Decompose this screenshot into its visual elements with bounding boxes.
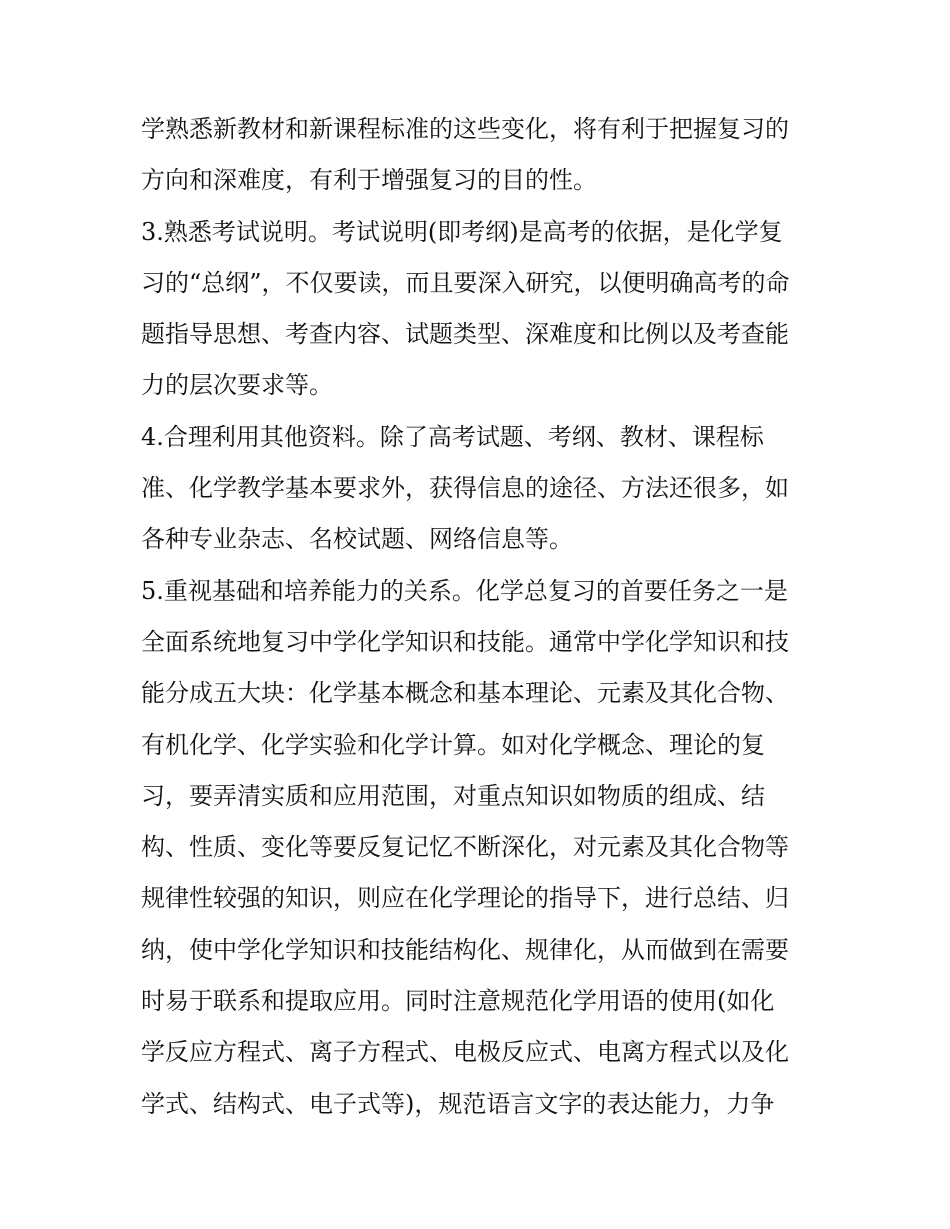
text-line: 各种专业杂志、名校试题、网络信息等。: [141, 525, 573, 554]
text-line: 4.合理利用其他资料。除了高考试题、考纲、教材、课程标: [141, 422, 764, 451]
text-line: 学反应方程式、离子方程式、电极反应式、电离方程式以及化: [141, 1038, 789, 1067]
text-line: 规律性较强的知识，则应在化学理论的指导下，进行总结、归: [141, 884, 789, 913]
text-line: 习的“总纲”，不仅要读，而且要深入研究，以便明确高考的命: [141, 268, 790, 297]
text-line: 时易于联系和提取应用。同时注意规范化学用语的使用(如化: [141, 987, 775, 1016]
text-line: 全面系统地复习中学化学知识和技能。通常中学化学知识和技: [141, 627, 789, 656]
document-body: [141, 104, 821, 1130]
text-line: 有机化学、化学实验和化学计算。如对化学概念、理论的复: [141, 730, 765, 759]
text-line: 力的层次要求等。: [141, 371, 333, 400]
text-line: 学式、结构式、电子式等)，规范语言文字的表达能力，力争: [141, 1089, 775, 1118]
text-line: 题指导思想、考查内容、试题类型、深难度和比例以及考查能: [141, 320, 789, 349]
text-line: 构、性质、变化等要反复记忆不断深化，对元素及其化合物等: [141, 833, 789, 862]
text-line: 能分成五大块：化学基本概念和基本理论、元素及其化合物、: [141, 679, 789, 708]
text-line: 纳，使中学化学知识和技能结构化、规律化，从而做到在需要: [141, 935, 789, 964]
text-line: 习，要弄清实质和应用范围，对重点知识如物质的组成、结: [141, 781, 765, 810]
text-line: 学熟悉新教材和新课程标准的这些变化，将有利于把握复习的: [141, 115, 789, 143]
text-line: 方向和深难度，有利于增强复习的目的性。: [141, 166, 597, 195]
text-line: 准、化学教学基本要求外，获得信息的途径、方法还很多，如: [141, 474, 789, 503]
text-line: 5.重视基础和培养能力的关系。化学总复习的首要任务之一是: [141, 576, 788, 605]
text-line: 3.熟悉考试说明。考试说明(即考纲)是高考的依据，是化学复: [141, 217, 783, 246]
